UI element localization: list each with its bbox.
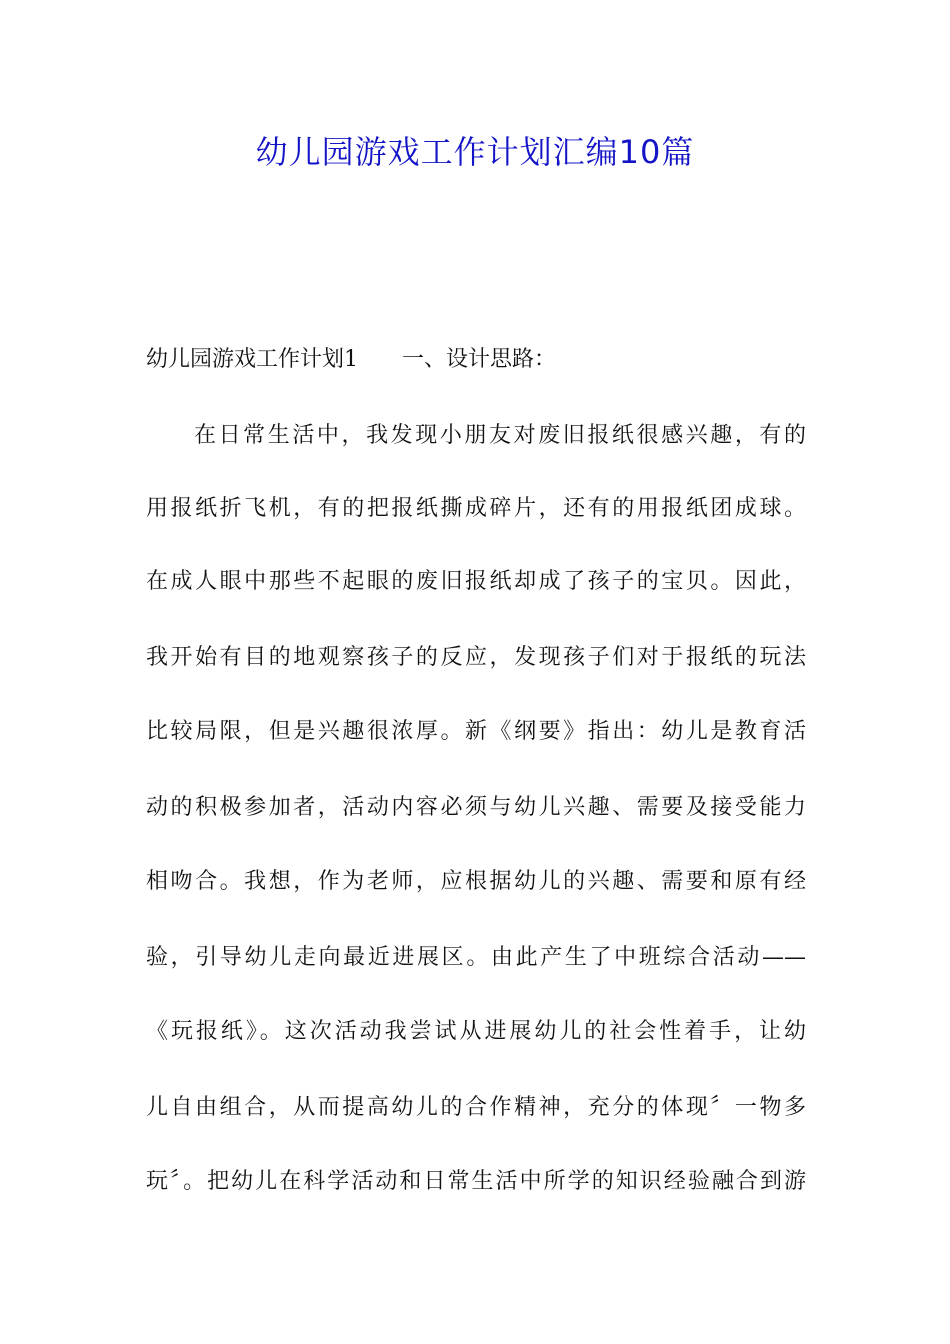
paragraph-line: 玩〞。把幼儿在科学活动和日常生活中所学的知识经验融合到游 bbox=[146, 1169, 806, 1194]
paragraph-line: 儿自由组合，从而提高幼儿的合作精神，充分的体现〞一物多 bbox=[146, 1095, 806, 1120]
section-subheading: 一、设计思路： bbox=[402, 347, 557, 372]
paragraph-line: 用报纸折飞机，有的把报纸撕成碎片，还有的用报纸团成球。 bbox=[146, 496, 806, 521]
paragraph-line: 我开始有目的地观察孩子的反应，发现孩子们对于报纸的玩法 bbox=[146, 645, 806, 670]
paragraph-line: 在成人眼中那些不起眼的废旧报纸却成了孩子的宝贝。因此， bbox=[146, 569, 806, 594]
paragraph-line: 动的积极参加者，活动内容必须与幼儿兴趣、需要及接受能力 bbox=[146, 795, 806, 820]
paragraph-line: 比较局限，但是兴趣很浓厚。新《纲要》指出：幼儿是教育活 bbox=[146, 719, 806, 744]
paragraph-line: 验，引导幼儿走向最近进展区。由此产生了中班综合活动—— bbox=[146, 945, 806, 970]
paragraph-line: 《玩报纸》。这次活动我尝试从进展幼儿的社会性着手，让幼 bbox=[146, 1019, 806, 1044]
paragraph-line: 在日常生活中，我发现小朋友对废旧报纸很感兴趣，有的 bbox=[194, 423, 806, 448]
document-title: 幼儿园游戏工作计划汇编10篇 bbox=[255, 133, 695, 171]
section-heading-line bbox=[146, 344, 806, 376]
paragraph-line: 相吻合。我想，作为老师，应根据幼儿的兴趣、需要和原有经 bbox=[146, 869, 806, 894]
section-heading: 幼儿园游戏工作计划1 bbox=[146, 347, 358, 372]
